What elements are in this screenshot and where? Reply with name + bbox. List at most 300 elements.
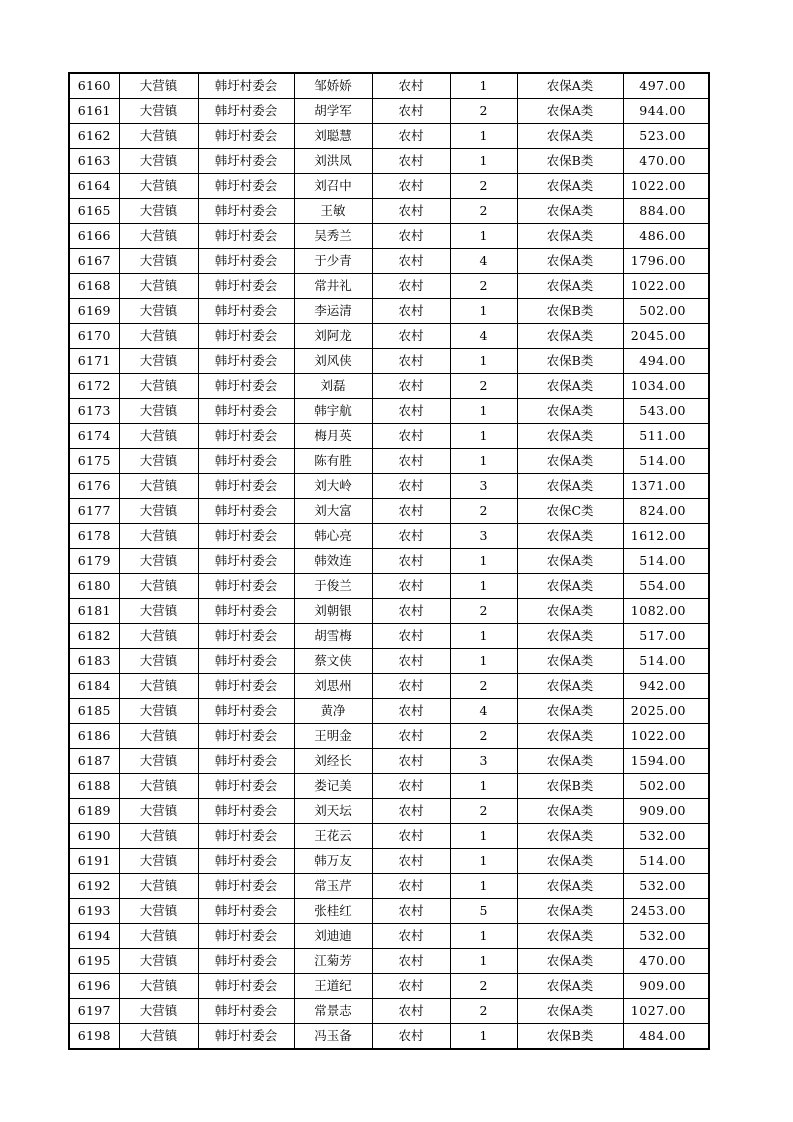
name-cell: 韩万友	[294, 849, 372, 874]
insurance-type-cell: 农保A类	[517, 324, 623, 349]
category-cell: 农村	[372, 949, 450, 974]
insurance-type-cell: 农保A类	[517, 73, 623, 99]
serial-cell: 6185	[69, 699, 119, 724]
category-cell: 农村	[372, 174, 450, 199]
name-cell: 刘大富	[294, 499, 372, 524]
category-cell: 农村	[372, 1024, 450, 1050]
amount-cell: 2045.00	[623, 324, 709, 349]
amount-cell: 2453.00	[623, 899, 709, 924]
category-cell: 农村	[372, 349, 450, 374]
household-count-cell: 3	[450, 749, 517, 774]
name-cell: 常井礼	[294, 274, 372, 299]
table-row	[69, 224, 709, 249]
name-cell: 王花云	[294, 824, 372, 849]
name-cell: 吴秀兰	[294, 224, 372, 249]
name-cell: 韩心亮	[294, 524, 372, 549]
serial-cell: 6194	[69, 924, 119, 949]
town-cell: 大营镇	[119, 524, 198, 549]
name-cell: 刘朝银	[294, 599, 372, 624]
village-cell: 韩圩村委会	[198, 699, 294, 724]
category-cell: 农村	[372, 849, 450, 874]
table-row	[69, 824, 709, 849]
town-cell: 大营镇	[119, 949, 198, 974]
town-cell: 大营镇	[119, 649, 198, 674]
household-count-cell: 4	[450, 324, 517, 349]
serial-cell: 6176	[69, 474, 119, 499]
town-cell: 大营镇	[119, 73, 198, 99]
category-cell: 农村	[372, 924, 450, 949]
village-cell: 韩圩村委会	[198, 474, 294, 499]
amount-cell: 494.00	[623, 349, 709, 374]
insurance-type-cell: 农保A类	[517, 724, 623, 749]
insurance-type-cell: 农保B类	[517, 349, 623, 374]
table-row	[69, 349, 709, 374]
insurance-type-cell: 农保A类	[517, 224, 623, 249]
serial-cell: 6192	[69, 874, 119, 899]
serial-cell: 6162	[69, 124, 119, 149]
amount-cell: 1027.00	[623, 999, 709, 1024]
table-row	[69, 874, 709, 899]
table-row	[69, 524, 709, 549]
insurance-type-cell: 农保A类	[517, 424, 623, 449]
village-cell: 韩圩村委会	[198, 199, 294, 224]
amount-cell: 909.00	[623, 974, 709, 999]
table-row	[69, 424, 709, 449]
name-cell: 韩效连	[294, 549, 372, 574]
insurance-type-cell: 农保A类	[517, 374, 623, 399]
name-cell: 刘天坛	[294, 799, 372, 824]
village-cell: 韩圩村委会	[198, 924, 294, 949]
insurance-type-cell: 农保A类	[517, 99, 623, 124]
serial-cell: 6166	[69, 224, 119, 249]
table-row	[69, 499, 709, 524]
table-row	[69, 149, 709, 174]
town-cell: 大营镇	[119, 424, 198, 449]
town-cell: 大营镇	[119, 274, 198, 299]
town-cell: 大营镇	[119, 774, 198, 799]
category-cell: 农村	[372, 374, 450, 399]
amount-cell: 514.00	[623, 549, 709, 574]
household-count-cell: 1	[450, 874, 517, 899]
serial-cell: 6182	[69, 624, 119, 649]
village-cell: 韩圩村委会	[198, 574, 294, 599]
household-count-cell: 3	[450, 474, 517, 499]
village-cell: 韩圩村委会	[198, 1024, 294, 1050]
table-body	[69, 73, 709, 1049]
household-count-cell: 2	[450, 999, 517, 1024]
serial-cell: 6179	[69, 549, 119, 574]
household-count-cell: 1	[450, 424, 517, 449]
category-cell: 农村	[372, 599, 450, 624]
town-cell: 大营镇	[119, 149, 198, 174]
records-table	[68, 72, 710, 1050]
village-cell: 韩圩村委会	[198, 399, 294, 424]
insurance-type-cell: 农保A类	[517, 599, 623, 624]
category-cell: 农村	[372, 224, 450, 249]
amount-cell: 502.00	[623, 774, 709, 799]
town-cell: 大营镇	[119, 224, 198, 249]
serial-cell: 6161	[69, 99, 119, 124]
amount-cell: 942.00	[623, 674, 709, 699]
village-cell: 韩圩村委会	[198, 274, 294, 299]
name-cell: 刘洪凤	[294, 149, 372, 174]
insurance-type-cell: 农保A类	[517, 199, 623, 224]
village-cell: 韩圩村委会	[198, 449, 294, 474]
village-cell: 韩圩村委会	[198, 974, 294, 999]
amount-cell: 1594.00	[623, 749, 709, 774]
name-cell: 于少青	[294, 249, 372, 274]
amount-cell: 517.00	[623, 624, 709, 649]
category-cell: 农村	[372, 899, 450, 924]
table-row	[69, 549, 709, 574]
amount-cell: 884.00	[623, 199, 709, 224]
village-cell: 韩圩村委会	[198, 249, 294, 274]
table-row	[69, 974, 709, 999]
name-cell: 陈有胜	[294, 449, 372, 474]
village-cell: 韩圩村委会	[198, 349, 294, 374]
serial-cell: 6191	[69, 849, 119, 874]
household-count-cell: 2	[450, 99, 517, 124]
insurance-type-cell: 农保A类	[517, 649, 623, 674]
village-cell: 韩圩村委会	[198, 149, 294, 174]
table-row	[69, 999, 709, 1024]
name-cell: 梅月英	[294, 424, 372, 449]
insurance-type-cell: 农保A类	[517, 949, 623, 974]
category-cell: 农村	[372, 649, 450, 674]
category-cell: 农村	[372, 999, 450, 1024]
town-cell: 大营镇	[119, 749, 198, 774]
town-cell: 大营镇	[119, 549, 198, 574]
amount-cell: 523.00	[623, 124, 709, 149]
household-count-cell: 1	[450, 649, 517, 674]
household-count-cell: 1	[450, 73, 517, 99]
amount-cell: 1022.00	[623, 174, 709, 199]
name-cell: 胡学军	[294, 99, 372, 124]
village-cell: 韩圩村委会	[198, 374, 294, 399]
name-cell: 常玉芹	[294, 874, 372, 899]
village-cell: 韩圩村委会	[198, 324, 294, 349]
name-cell: 刘风侠	[294, 349, 372, 374]
village-cell: 韩圩村委会	[198, 549, 294, 574]
amount-cell: 511.00	[623, 424, 709, 449]
name-cell: 娄记美	[294, 774, 372, 799]
table-row	[69, 99, 709, 124]
village-cell: 韩圩村委会	[198, 999, 294, 1024]
insurance-type-cell: 农保B类	[517, 1024, 623, 1050]
amount-cell: 543.00	[623, 399, 709, 424]
name-cell: 王道纪	[294, 974, 372, 999]
amount-cell: 532.00	[623, 824, 709, 849]
household-count-cell: 1	[450, 1024, 517, 1050]
village-cell: 韩圩村委会	[198, 599, 294, 624]
category-cell: 农村	[372, 799, 450, 824]
village-cell: 韩圩村委会	[198, 73, 294, 99]
household-count-cell: 1	[450, 624, 517, 649]
category-cell: 农村	[372, 574, 450, 599]
household-count-cell: 1	[450, 349, 517, 374]
table-row	[69, 374, 709, 399]
insurance-type-cell: 农保A类	[517, 799, 623, 824]
serial-cell: 6189	[69, 799, 119, 824]
name-cell: 韩宇航	[294, 399, 372, 424]
amount-cell: 532.00	[623, 874, 709, 899]
name-cell: 刘迪迪	[294, 924, 372, 949]
name-cell: 刘思州	[294, 674, 372, 699]
town-cell: 大营镇	[119, 599, 198, 624]
insurance-type-cell: 农保A类	[517, 899, 623, 924]
table-row	[69, 449, 709, 474]
household-count-cell: 4	[450, 699, 517, 724]
insurance-type-cell: 农保A类	[517, 924, 623, 949]
insurance-type-cell: 农保A类	[517, 624, 623, 649]
table-row	[69, 124, 709, 149]
amount-cell: 502.00	[623, 299, 709, 324]
amount-cell: 470.00	[623, 949, 709, 974]
category-cell: 农村	[372, 624, 450, 649]
village-cell: 韩圩村委会	[198, 774, 294, 799]
village-cell: 韩圩村委会	[198, 724, 294, 749]
village-cell: 韩圩村委会	[198, 224, 294, 249]
insurance-type-cell: 农保A类	[517, 549, 623, 574]
amount-cell: 1082.00	[623, 599, 709, 624]
town-cell: 大营镇	[119, 249, 198, 274]
insurance-type-cell: 农保B类	[517, 774, 623, 799]
table-row	[69, 249, 709, 274]
serial-cell: 6195	[69, 949, 119, 974]
serial-cell: 6188	[69, 774, 119, 799]
town-cell: 大营镇	[119, 349, 198, 374]
village-cell: 韩圩村委会	[198, 899, 294, 924]
name-cell: 刘阿龙	[294, 324, 372, 349]
household-count-cell: 1	[450, 299, 517, 324]
category-cell: 农村	[372, 499, 450, 524]
table-row	[69, 199, 709, 224]
village-cell: 韩圩村委会	[198, 424, 294, 449]
table-row	[69, 674, 709, 699]
insurance-type-cell: 农保B类	[517, 299, 623, 324]
category-cell: 农村	[372, 249, 450, 274]
household-count-cell: 2	[450, 974, 517, 999]
serial-cell: 6169	[69, 299, 119, 324]
category-cell: 农村	[372, 824, 450, 849]
category-cell: 农村	[372, 774, 450, 799]
town-cell: 大营镇	[119, 824, 198, 849]
amount-cell: 514.00	[623, 649, 709, 674]
category-cell: 农村	[372, 199, 450, 224]
name-cell: 江菊芳	[294, 949, 372, 974]
insurance-type-cell: 农保B类	[517, 149, 623, 174]
amount-cell: 514.00	[623, 449, 709, 474]
town-cell: 大营镇	[119, 799, 198, 824]
table-row	[69, 299, 709, 324]
name-cell: 刘经长	[294, 749, 372, 774]
household-count-cell: 2	[450, 174, 517, 199]
amount-cell: 1796.00	[623, 249, 709, 274]
town-cell: 大营镇	[119, 124, 198, 149]
category-cell: 农村	[372, 274, 450, 299]
town-cell: 大营镇	[119, 174, 198, 199]
amount-cell: 486.00	[623, 224, 709, 249]
household-count-cell: 1	[450, 574, 517, 599]
town-cell: 大营镇	[119, 899, 198, 924]
village-cell: 韩圩村委会	[198, 799, 294, 824]
insurance-type-cell: 农保A类	[517, 824, 623, 849]
table-row	[69, 474, 709, 499]
serial-cell: 6193	[69, 899, 119, 924]
category-cell: 农村	[372, 449, 450, 474]
town-cell: 大营镇	[119, 974, 198, 999]
insurance-type-cell: 农保A类	[517, 749, 623, 774]
category-cell: 农村	[372, 974, 450, 999]
category-cell: 农村	[372, 424, 450, 449]
table-row	[69, 799, 709, 824]
table-row	[69, 324, 709, 349]
amount-cell: 1034.00	[623, 374, 709, 399]
category-cell: 农村	[372, 124, 450, 149]
serial-cell: 6181	[69, 599, 119, 624]
town-cell: 大营镇	[119, 999, 198, 1024]
table-row	[69, 699, 709, 724]
household-count-cell: 1	[450, 549, 517, 574]
serial-cell: 6190	[69, 824, 119, 849]
serial-cell: 6184	[69, 674, 119, 699]
serial-cell: 6165	[69, 199, 119, 224]
household-count-cell: 5	[450, 899, 517, 924]
category-cell: 农村	[372, 724, 450, 749]
village-cell: 韩圩村委会	[198, 649, 294, 674]
table-row	[69, 574, 709, 599]
category-cell: 农村	[372, 674, 450, 699]
household-count-cell: 3	[450, 524, 517, 549]
insurance-type-cell: 农保A类	[517, 124, 623, 149]
serial-cell: 6177	[69, 499, 119, 524]
amount-cell: 1022.00	[623, 274, 709, 299]
amount-cell: 824.00	[623, 499, 709, 524]
amount-cell: 1371.00	[623, 474, 709, 499]
name-cell: 刘大岭	[294, 474, 372, 499]
amount-cell: 514.00	[623, 849, 709, 874]
village-cell: 韩圩村委会	[198, 499, 294, 524]
table-row	[69, 1024, 709, 1050]
category-cell: 农村	[372, 73, 450, 99]
name-cell: 黄净	[294, 699, 372, 724]
household-count-cell: 2	[450, 199, 517, 224]
serial-cell: 6183	[69, 649, 119, 674]
town-cell: 大营镇	[119, 574, 198, 599]
amount-cell: 470.00	[623, 149, 709, 174]
town-cell: 大营镇	[119, 399, 198, 424]
town-cell: 大营镇	[119, 874, 198, 899]
serial-cell: 6187	[69, 749, 119, 774]
table-row	[69, 949, 709, 974]
village-cell: 韩圩村委会	[198, 674, 294, 699]
village-cell: 韩圩村委会	[198, 849, 294, 874]
table-row	[69, 749, 709, 774]
household-count-cell: 1	[450, 449, 517, 474]
amount-cell: 944.00	[623, 99, 709, 124]
village-cell: 韩圩村委会	[198, 749, 294, 774]
name-cell: 王敏	[294, 199, 372, 224]
name-cell: 冯玉备	[294, 1024, 372, 1050]
name-cell: 王明金	[294, 724, 372, 749]
category-cell: 农村	[372, 299, 450, 324]
household-count-cell: 4	[450, 249, 517, 274]
serial-cell: 6196	[69, 974, 119, 999]
household-count-cell: 1	[450, 824, 517, 849]
household-count-cell: 2	[450, 499, 517, 524]
amount-cell: 1612.00	[623, 524, 709, 549]
insurance-type-cell: 农保A类	[517, 174, 623, 199]
household-count-cell: 2	[450, 674, 517, 699]
name-cell: 邹娇娇	[294, 73, 372, 99]
category-cell: 农村	[372, 699, 450, 724]
town-cell: 大营镇	[119, 474, 198, 499]
serial-cell: 6186	[69, 724, 119, 749]
name-cell: 于俊兰	[294, 574, 372, 599]
amount-cell: 497.00	[623, 73, 709, 99]
town-cell: 大营镇	[119, 374, 198, 399]
town-cell: 大营镇	[119, 199, 198, 224]
amount-cell: 2025.00	[623, 699, 709, 724]
table-row	[69, 899, 709, 924]
table-row	[69, 174, 709, 199]
insurance-type-cell: 农保C类	[517, 499, 623, 524]
serial-cell: 6178	[69, 524, 119, 549]
town-cell: 大营镇	[119, 724, 198, 749]
town-cell: 大营镇	[119, 849, 198, 874]
town-cell: 大营镇	[119, 699, 198, 724]
serial-cell: 6197	[69, 999, 119, 1024]
serial-cell: 6175	[69, 449, 119, 474]
amount-cell: 532.00	[623, 924, 709, 949]
serial-cell: 6180	[69, 574, 119, 599]
town-cell: 大营镇	[119, 449, 198, 474]
town-cell: 大营镇	[119, 1024, 198, 1050]
village-cell: 韩圩村委会	[198, 299, 294, 324]
serial-cell: 6174	[69, 424, 119, 449]
category-cell: 农村	[372, 874, 450, 899]
household-count-cell: 1	[450, 949, 517, 974]
town-cell: 大营镇	[119, 99, 198, 124]
category-cell: 农村	[372, 399, 450, 424]
household-count-cell: 2	[450, 374, 517, 399]
name-cell: 李运清	[294, 299, 372, 324]
amount-cell: 909.00	[623, 799, 709, 824]
village-cell: 韩圩村委会	[198, 124, 294, 149]
serial-cell: 6160	[69, 73, 119, 99]
serial-cell: 6170	[69, 324, 119, 349]
serial-cell: 6168	[69, 274, 119, 299]
village-cell: 韩圩村委会	[198, 524, 294, 549]
insurance-type-cell: 农保A类	[517, 974, 623, 999]
table-row	[69, 399, 709, 424]
category-cell: 农村	[372, 749, 450, 774]
table-row	[69, 599, 709, 624]
town-cell: 大营镇	[119, 624, 198, 649]
serial-cell: 6164	[69, 174, 119, 199]
household-count-cell: 1	[450, 149, 517, 174]
insurance-type-cell: 农保A类	[517, 399, 623, 424]
name-cell: 蔡文侠	[294, 649, 372, 674]
table-row	[69, 624, 709, 649]
table-row	[69, 774, 709, 799]
amount-cell: 1022.00	[623, 724, 709, 749]
insurance-type-cell: 农保A类	[517, 449, 623, 474]
name-cell: 刘磊	[294, 374, 372, 399]
amount-cell: 484.00	[623, 1024, 709, 1050]
amount-cell: 554.00	[623, 574, 709, 599]
village-cell: 韩圩村委会	[198, 99, 294, 124]
